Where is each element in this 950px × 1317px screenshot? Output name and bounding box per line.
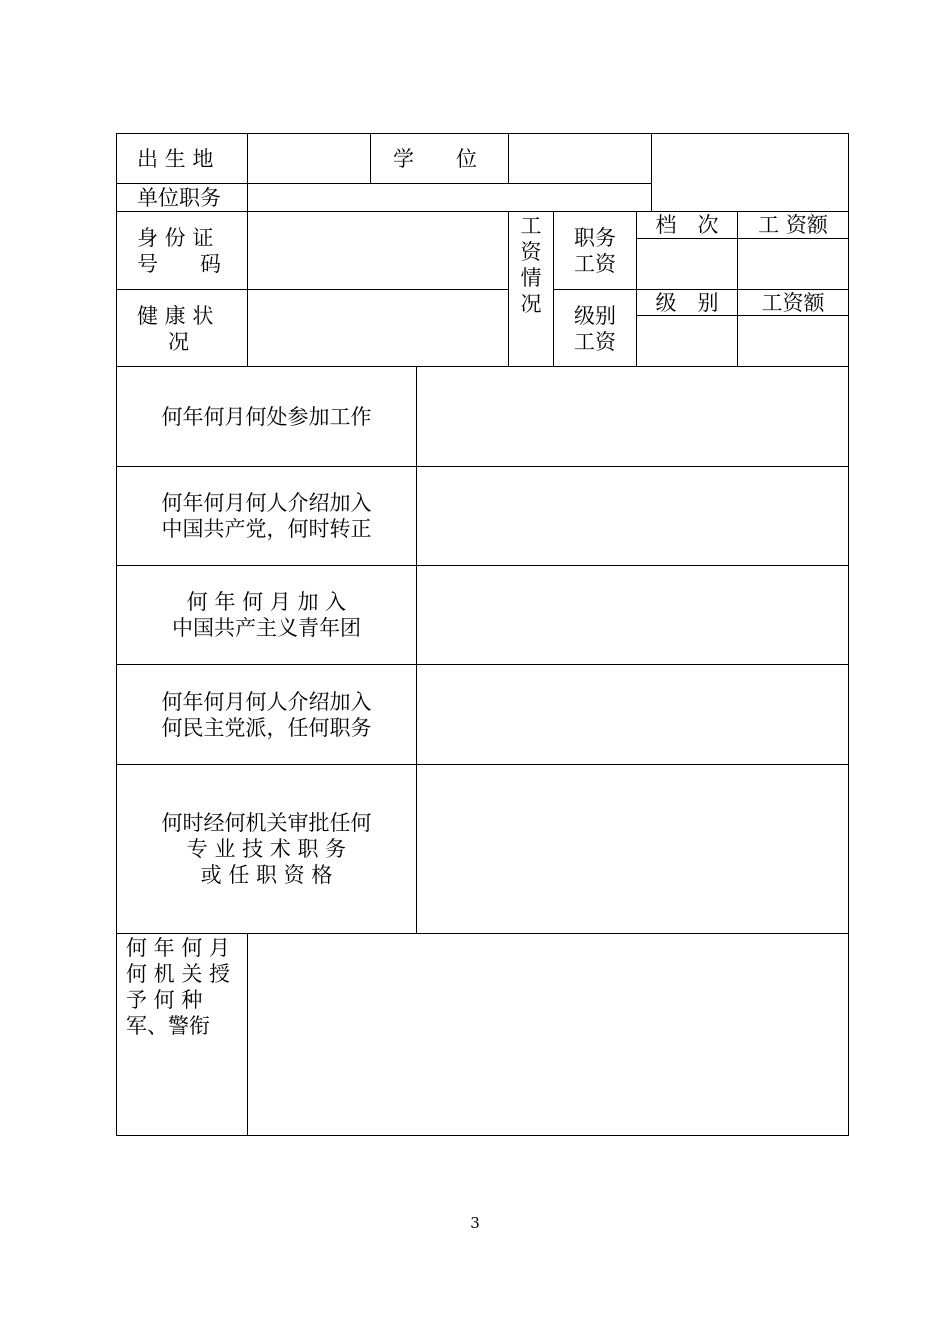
salary-info-label: 工 资 情 况 <box>520 214 542 316</box>
rank-salary-label: 级别 工资 <box>574 304 616 354</box>
health-field[interactable] <box>248 290 507 366</box>
rank-section-label: 何 年 何 月 何 机 关 授 予 何 种 军、警衔 <box>126 936 231 1038</box>
section-field-join-work[interactable] <box>417 367 848 466</box>
unit-position-label: 单位职务 <box>137 186 221 210</box>
section-field-join-party[interactable] <box>417 467 848 565</box>
id-number-field[interactable] <box>248 212 507 289</box>
section-field-join-league[interactable] <box>417 566 848 664</box>
section-label-democratic-party: 何年何月何人介绍加入 何民主党派，任何职务 <box>161 689 372 740</box>
salary-amount-label: 工 资额 <box>758 212 828 237</box>
rank-section-field[interactable] <box>248 934 848 1135</box>
grade-label: 档 次 <box>655 212 719 237</box>
id-number-label-line1: 身 份 证 <box>137 226 214 250</box>
health-label-line1: 健 康 状 <box>137 304 214 328</box>
degree-label: 学 位 <box>393 147 477 171</box>
section-label-join-party: 何年何月何人介绍加入 中国共产党，何时转正 <box>161 491 372 541</box>
birthplace-label: 出 生 地 <box>137 147 214 171</box>
health-label-line2: 况 <box>168 330 189 354</box>
photo-area <box>652 134 848 211</box>
section-label-join-work: 何年何月何处参加工作 <box>161 404 372 429</box>
section-field-professional-title[interactable] <box>417 765 848 933</box>
page-number: 3 <box>470 1214 480 1232</box>
rank-amount-label: 工资额 <box>761 290 825 315</box>
birthplace-field[interactable] <box>248 134 369 183</box>
grade-amount-field[interactable] <box>738 239 848 289</box>
id-number-label-line2: 号 码 <box>137 252 221 276</box>
rank-label: 级 别 <box>655 290 719 315</box>
section-field-democratic-party[interactable] <box>417 665 848 764</box>
rank-amount-field[interactable] <box>738 316 848 366</box>
degree-field[interactable] <box>509 134 650 183</box>
section-label-join-league: 何 年 何 月 加 入 中国共产主义青年团 <box>172 590 361 640</box>
position-salary-label: 职务 工资 <box>574 225 616 276</box>
rank-field[interactable] <box>637 316 736 366</box>
unit-position-field[interactable] <box>248 184 650 211</box>
section-label-professional-title: 何时经何机关审批任何 专 业 技 术 职 务 或 任 职 资 格 <box>161 811 372 887</box>
grade-field[interactable] <box>637 239 736 289</box>
